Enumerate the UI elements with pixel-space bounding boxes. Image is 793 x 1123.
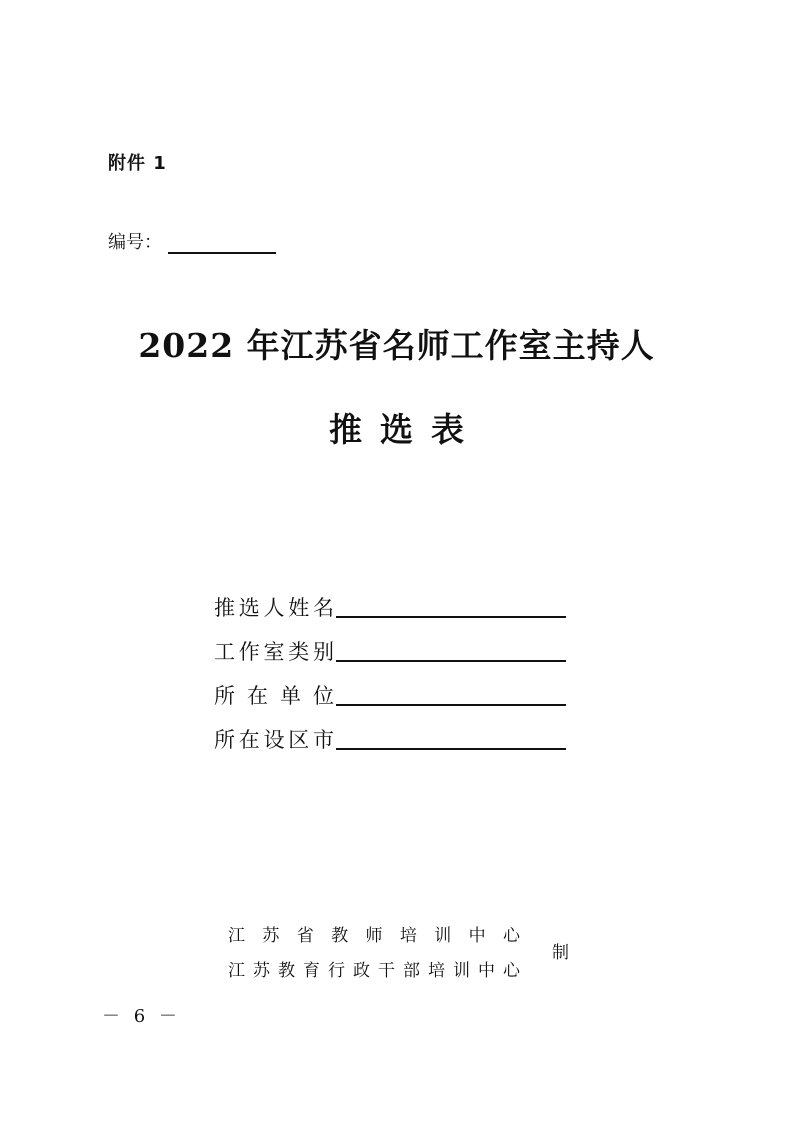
field-label-studio-category: 工作室类别	[214, 640, 334, 664]
field-label-nominee-name: 推选人姓名	[214, 596, 334, 620]
field-label-city: 所在设区市	[214, 728, 334, 752]
field-label-work-unit: 所在单位	[214, 684, 334, 708]
field-row-nominee-name	[214, 578, 574, 622]
field-blank-work-unit[interactable]	[336, 680, 566, 706]
serial-number-row	[108, 228, 276, 254]
issued-by-mark: 制	[552, 943, 569, 963]
field-blank-studio-category[interactable]	[336, 636, 566, 662]
page-number: － 6 －	[102, 1006, 181, 1027]
field-blank-city[interactable]	[336, 724, 566, 750]
attachment-label: 附件 1	[108, 153, 167, 174]
field-row-studio-category	[214, 622, 574, 666]
info-fields	[214, 578, 574, 754]
issuer-admin-cadre-training-center: 江苏教育行政干部培训中心	[228, 961, 520, 981]
form-subtitle: 推选表	[329, 410, 482, 449]
form-title: 2022 年江苏省名师工作室主持人	[138, 326, 655, 365]
field-row-city	[214, 710, 574, 754]
serial-number-blank[interactable]	[168, 234, 276, 254]
field-row-work-unit	[214, 666, 574, 710]
issuer-teacher-training-center: 江苏省教师培训中心	[228, 926, 520, 946]
field-blank-nominee-name[interactable]	[336, 592, 566, 618]
serial-number-label: 编号：	[108, 232, 162, 253]
